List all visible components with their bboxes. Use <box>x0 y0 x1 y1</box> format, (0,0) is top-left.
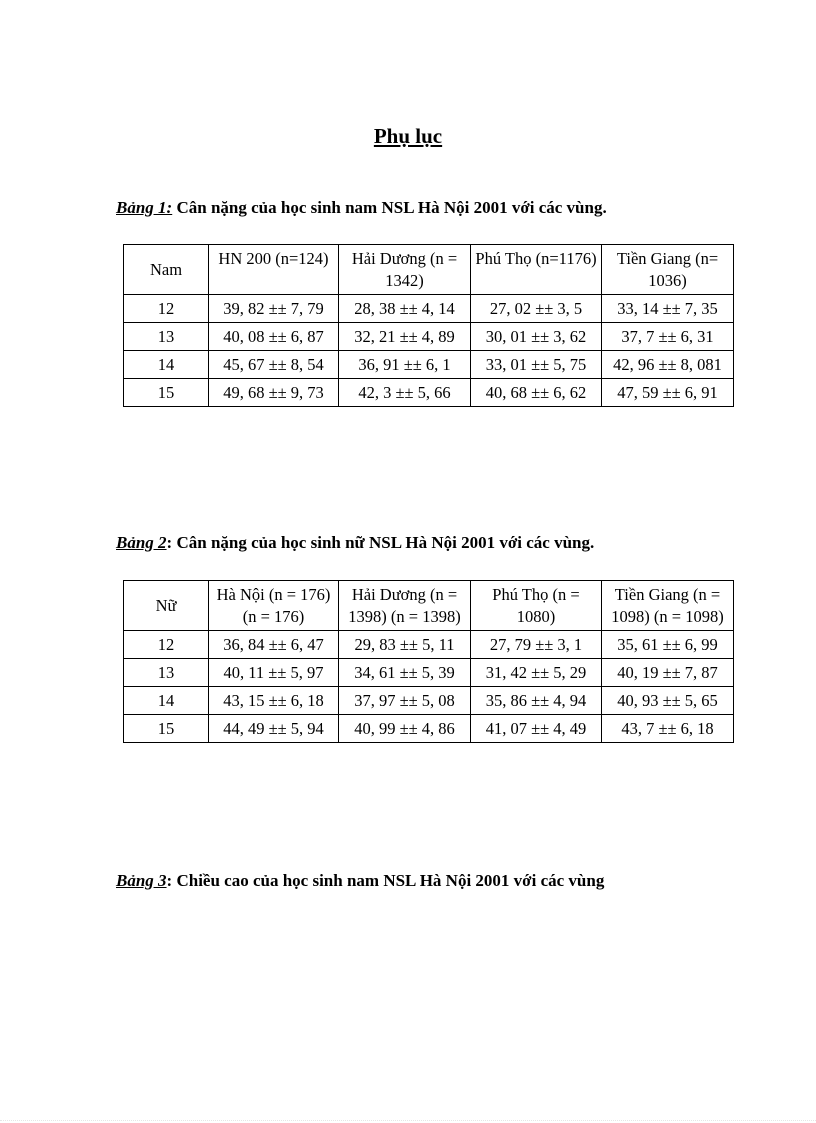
table-cell: 28, 38 ±± 4, 14 <box>339 295 471 323</box>
table1-header: Tiền Giang (n= 1036) <box>602 245 734 295</box>
row-age: 12 <box>124 631 209 659</box>
table1-caption-label: Bảng 1: <box>116 198 173 217</box>
table2-corner: Nữ <box>124 581 209 631</box>
table-cell: 33, 14 ±± 7, 35 <box>602 295 734 323</box>
table-cell: 40, 68 ±± 6, 62 <box>471 379 602 407</box>
table-cell: 33, 01 ±± 5, 75 <box>471 351 602 379</box>
row-age: 15 <box>124 379 209 407</box>
table-cell: 45, 67 ±± 8, 54 <box>209 351 339 379</box>
table2-header: Phú Thọ (n = 1080) <box>471 581 602 631</box>
table2-header: Hải Dương (n = 1398) (n = 1398) <box>339 581 471 631</box>
table-row <box>124 295 734 323</box>
table-cell: 49, 68 ±± 9, 73 <box>209 379 339 407</box>
table2-header-row <box>124 581 734 631</box>
table-cell: 44, 49 ±± 5, 94 <box>209 715 339 743</box>
table-cell: 35, 61 ±± 6, 99 <box>602 631 734 659</box>
table-cell: 42, 3 ±± 5, 66 <box>339 379 471 407</box>
row-age: 13 <box>124 323 209 351</box>
table2-caption-label: Bảng 2 <box>116 533 167 552</box>
table2-caption <box>116 533 594 553</box>
table-row <box>124 631 734 659</box>
table1-header: Phú Thọ (n=1176) <box>471 245 602 295</box>
table-cell: 40, 08 ±± 6, 87 <box>209 323 339 351</box>
table-cell: 36, 84 ±± 6, 47 <box>209 631 339 659</box>
table2-header: Hà Nội (n = 176) (n = 176) <box>209 581 339 631</box>
table1 <box>123 244 734 407</box>
table1-header-row <box>124 245 734 295</box>
table-row <box>124 323 734 351</box>
table3-caption <box>116 871 604 891</box>
row-age: 15 <box>124 715 209 743</box>
table-cell: 37, 7 ±± 6, 31 <box>602 323 734 351</box>
page-title: Phụ lục <box>373 124 443 148</box>
table-cell: 39, 82 ±± 7, 79 <box>209 295 339 323</box>
table-cell: 27, 02 ±± 3, 5 <box>471 295 602 323</box>
table1-header: HN 200 (n=124) <box>209 245 339 295</box>
row-age: 13 <box>124 659 209 687</box>
table1-header: Hải Dương (n = 1342) <box>339 245 471 295</box>
table2 <box>123 580 734 743</box>
table-cell: 43, 7 ±± 6, 18 <box>602 715 734 743</box>
table-row <box>124 715 734 743</box>
table-cell: 27, 79 ±± 3, 1 <box>471 631 602 659</box>
table1-caption-text: Cân nặng của học sinh nam NSL Hà Nội 2001 với các vùng. <box>172 198 607 217</box>
table-cell: 47, 59 ±± 6, 91 <box>602 379 734 407</box>
table-row <box>124 659 734 687</box>
table-cell: 40, 11 ±± 5, 97 <box>209 659 339 687</box>
row-age: 14 <box>124 351 209 379</box>
table-cell: 36, 91 ±± 6, 1 <box>339 351 471 379</box>
table-cell: 31, 42 ±± 5, 29 <box>471 659 602 687</box>
table2-caption-text: : Cân nặng của học sinh nữ NSL Hà Nội 2001 với các vùng. <box>166 533 595 552</box>
table1-caption <box>116 198 607 218</box>
table-cell: 29, 83 ±± 5, 11 <box>339 631 471 659</box>
table3-caption-label: Bảng 3 <box>116 871 167 890</box>
table2-header: Tiền Giang (n = 1098) (n = 1098) <box>602 581 734 631</box>
table-cell: 32, 21 ±± 4, 89 <box>339 323 471 351</box>
table-cell: 42, 96 ±± 8, 081 <box>602 351 734 379</box>
table-cell: 43, 15 ±± 6, 18 <box>209 687 339 715</box>
page-bottom-divider <box>0 1120 816 1121</box>
table-cell: 40, 19 ±± 7, 87 <box>602 659 734 687</box>
row-age: 14 <box>124 687 209 715</box>
table1-corner: Nam <box>124 245 209 295</box>
table-cell: 40, 99 ±± 4, 86 <box>339 715 471 743</box>
table-cell: 35, 86 ±± 4, 94 <box>471 687 602 715</box>
table-row <box>124 379 734 407</box>
row-age: 12 <box>124 295 209 323</box>
table-cell: 34, 61 ±± 5, 39 <box>339 659 471 687</box>
table-cell: 30, 01 ±± 3, 62 <box>471 323 602 351</box>
table3-caption-text: : Chiều cao của học sinh nam NSL Hà Nội 2001 với các vùng <box>166 871 605 890</box>
table-cell: 37, 97 ±± 5, 08 <box>339 687 471 715</box>
table-row <box>124 351 734 379</box>
table-cell: 41, 07 ±± 4, 49 <box>471 715 602 743</box>
table-cell: 40, 93 ±± 5, 65 <box>602 687 734 715</box>
table-row <box>124 687 734 715</box>
